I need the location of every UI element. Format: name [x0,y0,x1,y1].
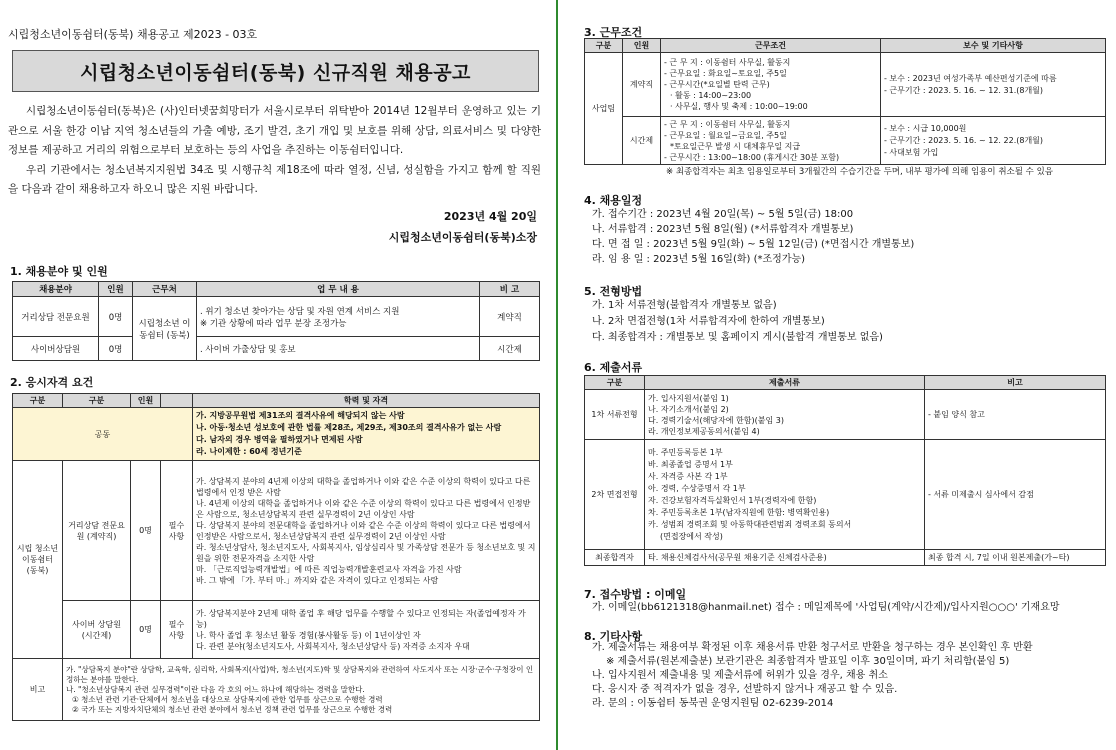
list-item: 라. 임 용 일 : 2023년 5월 16일(화) (*조정가능) [592,254,806,265]
recruit-table [12,281,540,361]
table-row [13,408,540,461]
table-row [585,117,1106,165]
table-header: 인원 [99,282,133,297]
table-cell: 사이버 상담원 (시간제) [63,601,131,659]
intro-text [8,102,541,200]
section-heading: 1. 채용분야 및 인원 [10,265,108,278]
table-cell: 마. 주민등록등본 1부 바. 최종졸업 증명서 1부 사. 자격증 사본 각 1부 아. 경력, 수상증명서 각 1부 자. 건강보험자격득실확인서 1부(경력자에 한함) 차. 주민등록초본 1부(남자직원에 한함: 병역확인용) 카. 성범죄 경력조회 및 아동학대관련범죄 경력조회 동의서 (면접장에서 작성) [645,440,925,550]
section-heading: 8. 기타사항 [584,630,643,643]
table-cell: 1차 서류전형 [585,390,645,440]
section-heading: 5. 전형방법 [584,285,643,298]
list-item: 가. 제출서류는 채용여부 확정된 이후 채용서류 반환 청구서로 반환을 청구하는 경우 본인확인 후 반환 [592,642,1033,653]
table-cell: . 위기 청소년 찾아가는 상담 및 자원 연계 서비스 지원 ※ 기관 상황에 따라 업무 분장 조정가능 [197,297,480,337]
section-heading: 4. 채용일정 [584,194,643,207]
list-item: 다. 면 접 일 : 2023년 5월 9일(화) ~ 5월 12일(금) (*면접시간 개별통보) [592,239,915,250]
column-divider [556,0,558,750]
table-header: 보수 및 기타사항 [881,39,1106,53]
table-cell: . 사이버 가출상담 및 홍보 [197,337,480,361]
table-header: 업 무 내 용 [197,282,480,297]
table-header: 제출서류 [645,376,925,390]
table-row [585,390,1106,440]
list-item: 가. 1차 서류전형(불합격자 개별통보 없음) [592,300,777,311]
section-heading: 2. 응시자격 요건 [10,376,94,389]
table-cell: 사이버상담원 [13,337,99,361]
table-header: 인원 [131,394,161,408]
table-cell: 최종합격자 [585,550,645,566]
table-cell: 0명 [131,601,161,659]
list-item: ※ 제출서류(원본제출분) 보관기관은 최종합격자 발표일 이후 30일이며, 파기 처리함(붙임 5) [606,656,1010,667]
section-heading: 3. 근무조건 [584,26,643,39]
table-header: 구분 [585,376,645,390]
table-cell: - 보수 : 시급 10,000원 - 근무기간 : 2023. 5. 16. ~ 12. 22.(8개월) - 사대보험 가입 [881,117,1106,165]
qualification-table [12,393,540,721]
table-cell: 시간제 [623,117,661,165]
page-title: 시립청소년이동쉼터(동북) 신규직원 채용공고 [12,50,539,92]
conditions-table [584,38,1106,165]
table-cell: 타. 채용신체검사서(공무원 채용기준 신체검사준용) [645,550,925,566]
list-item: 나. 입사지원서 제출내용 및 제출서류에 허위가 있을 경우, 채용 취소 [592,670,888,681]
notice-date: 2023년 4월 20일 [443,210,537,223]
table-cell: 시간제 [480,337,540,361]
list-item: 나. 2차 면접전형(1차 서류합격자에 한하여 개별통보) [592,316,825,327]
table-cell: 사업팀 [585,53,623,165]
table-row [585,550,1106,566]
table-cell: 가. "상담복지 분야"란 상담학, 교육학, 심리학, 사회복지(사업)학, 청소년(지도)학 및 상담복지와 관련하여 사도지사 또는 시장·군수·구청장이 인정하는 분야를 말한다. 나. "청소년상담복지 관련 실무경력"이란 다음 각 호의 어느 하나에 해당하는 경력을 말한다. ① 청소년 관련 기관·단체에서 청소년을 대상으로 상담복지에 관한 업무를 상근으로 수행한 경력 ② 국가 또는 지방자치단체의 청소년 관련 분야에서 청소년 정책 관련 업무를 상근으로 수행한 경력 [63,659,540,721]
table-cell: 비고 [13,659,63,721]
table-row [585,440,1106,550]
other-notes [592,641,1033,711]
table-cell: 가. 상담복지분야 2년제 대학 졸업 후 해당 업무를 수행할 수 있다고 인정되는 자(졸업예정자 가능) 나. 학사 졸업 후 청소년 활동 경험(봉사활동 등) 이 1년이상인 자 다. 관련 분야(청소년지도사, 사회복지사, 청소년상담사 등) 자격증 소지자 우대 [193,601,540,659]
table-row [585,53,1106,117]
table-cell: - 보수 : 2023년 여성가족부 예산편성기준에 따름 - 근무기간 : 2023. 5. 16. ~ 12. 31.(8개월) [881,53,1106,117]
notice-reference: 시립청소년이동쉼터(동북) 채용공고 제2023 - 03호 [8,28,258,41]
table-cell: 거리상담 전문요원 [13,297,99,337]
table-header: 구분 [585,39,623,53]
list-item: 가. 접수기간 : 2023년 4월 20일(목) ~ 5월 5일(금) 18:00 [592,209,854,220]
list-item: 다. 최종합격자 : 개별통보 및 홈페이지 게시(불합격 개별통보 없음) [592,332,883,343]
table-cell: 가. 입사지원서(붙임 1) 나. 자기소개서(붙임 2) 다. 경력기술서(해당자에 한함)(붙임 3) 라. 개인정보제공동의서(붙임 4) [645,390,925,440]
table-cell: 가. 지방공무원법 제31조의 결격사유에 해당되지 않는 사람 나. 아동·청소년 성보호에 관한 법률 제28조, 제29조, 제30조의 결격사유가 없는 사람 다. 남자의 경우 병역을 필하였거나 면제된 사람 라. 나이제한 : 60세 정년기준 [193,408,540,461]
table-header: 인원 [623,39,661,53]
table-header: 채용분야 [13,282,99,297]
signatory: 시립청소년이동쉼터(동북)소장 [388,231,537,244]
table-cell: - 근 무 지 : 이동쉼터 사무실, 활동지 - 근무요일 : 월요일~금요일, 주5일 *토요일근무 발생 시 대체휴무일 지급 - 근무시간 : 13:00~18:00 (휴게시간 30분 포함) [661,117,881,165]
table-cell: 공동 [13,408,193,461]
section-heading: 7. 접수방법 : 이메일 [584,588,687,601]
intro-paragraph: 우리 기관에서는 청소년복지지원법 34조 및 시행규칙 제18조에 따라 열정, 신념, 성실함을 가지고 함께 할 직원을 다음과 같이 채용하고자 하오니 많은 지원 바랍니다. [8,163,541,195]
table-cell: 시립청소년 이동쉼터 (동북) [133,297,197,361]
intro-paragraph: 시립청소년이동쉼터(동북)은 (사)인터넷꿈희망터가 서울시로부터 위탁받아 2014년 12월부터 운영하고 있는 기관으로 서울 한강 이남 지역 청소년들의 가출 예방, 조기 발견, 초기 개입 및 보호를 위해 상담, 의료서비스 및 다양한 정보를 제공하고 거리의 위험으로부터 보호하는 등의 사업을 추진하는 이동쉼터입니다. [8,105,541,156]
table-cell: 시립 청소년 이동쉼터 (동북) [13,461,63,659]
list-item: 나. 서류합격 : 2023년 5월 8일(월) (*서류합격자 개별통보) [592,224,854,235]
list-item: 라. 문의 : 이동쉼터 동북권 운영지원팀 02-6239-2014 [592,698,834,709]
table-cell: 0명 [99,297,133,337]
email-info [592,600,1060,615]
table-cell: 가. 상담복지 분야의 4년제 이상의 대학을 졸업하거나 이와 같은 수준 이상의 학력이 있다고 다른 법령에서 인정 받은 사람 나. 4년제 이상의 대학을 졸업하거나 이와 같은 수준 이상의 학력이 있다고 다른 법령에서 인정받은 사람으로, 청소년상담복지 관련 실무경력이 2년 이상인 사람 다. 상담복지 분야의 전문대학을 졸업하거나 이와 같은 수준 이상의 학력이 있다고 다른 법령에서 인정받은 사람으로서, 청소년상담복지 관련 실무경력이 2년 이상인 사람 라. 청소년상담사, 청소년지도사, 사회복지사, 임상심리사 및 가족상담 전문가 등 청소년보호 및 지원을 위한 전문자격을 소지한 사람 마. 「근로직업능력개발법」에 따른 직업능력개발훈련교사 자격을 가진 사람 바. 그 밖에 「가. 부터 마.」까지와 같은 자격이 있다고 인정되는 사람 [193,461,540,601]
table-header: 학력 및 자격 [193,394,540,408]
table-cell: 0명 [99,337,133,361]
table-row [13,659,540,721]
table-cell: - 서류 미제출시 심사에서 감점 [925,440,1106,550]
table-cell: 2차 면접전형 [585,440,645,550]
table-cell: 계약직 [480,297,540,337]
table-cell: 필수 사항 [161,461,193,601]
table-header: 근무처 [133,282,197,297]
documents-table [584,375,1106,566]
table-cell: - 근 무 지 : 이동쉼터 사무실, 활동지 - 근무요일 : 화요일~토요일, 주5일 - 근무시간(*요일별 탄력 근무) · 활동 : 14:00~23:00 · 사무실, 행사 및 축제 : 10:00~19:00 [661,53,881,117]
table-cell: - 붙임 양식 참고 [925,390,1106,440]
table-row [13,601,540,659]
table-row [13,337,540,361]
table-header: 근무조건 [661,39,881,53]
table-header: 구분 [13,394,63,408]
section-heading: 6. 제출서류 [584,361,643,374]
list-item: 가. 이메일(bb6121318@hanmail.net) 접수 : 메일제목에 '사업팀(계약/시간제)/입사지원○○○' 기재요망 [592,602,1060,613]
table-cell: 0명 [131,461,161,601]
footnote: ※ 최종합격자는 최초 임용일로부터 3개월간의 수습기간을 두며, 내부 평가에 의해 임용이 취소될 수 있음 [666,167,1054,177]
table-cell: 필수 사항 [161,601,193,659]
table-cell: 계약직 [623,53,661,117]
list-item: 다. 응시자 중 적격자가 없을 경우, 선발하지 않거나 재공고 할 수 있음. [592,684,898,695]
table-cell: 거리상담 전문요원 (계약직) [63,461,131,601]
schedule-list [592,207,914,267]
table-header: 비 고 [480,282,540,297]
table-cell: 최종 합격 시, 7일 이내 원본제출(가~타) [925,550,1106,566]
selection-list [592,298,883,346]
table-header: 비고 [925,376,1106,390]
table-row [13,461,540,601]
table-row [13,297,540,337]
table-header [161,394,193,408]
table-header: 구분 [63,394,131,408]
